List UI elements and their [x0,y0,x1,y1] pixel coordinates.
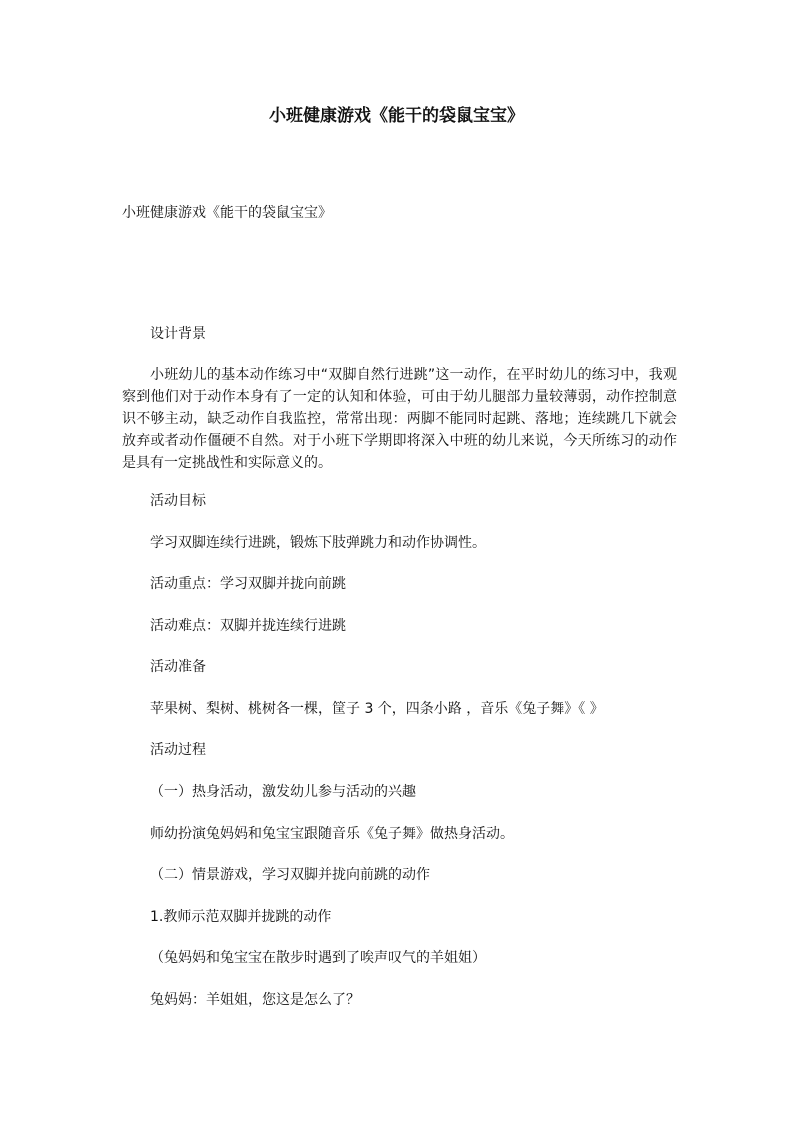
background-heading: 设计背景 [150,326,206,342]
prep-heading: 活动准备 [150,659,206,675]
step2-heading: （二）情景游戏，学习双脚并拢向前跳的动作 [150,867,430,883]
step2-item1: 1.教师示范双脚并拢跳的动作 [150,909,332,925]
step2-scene: （兔妈妈和兔宝宝在散步时遇到了唉声叹气的羊姐姐） [150,950,486,966]
goal-heading: 活动目标 [150,493,206,509]
document-title: 小班健康游戏《能干的袋鼠宝宝》 [269,106,524,126]
step1-heading: （一）热身活动，激发幼儿参与活动的兴趣 [150,784,416,800]
prep-text: 苹果树、梨树、桃树各一棵，筐子 3 个，四条小路 ，音乐《兔子舞》《 》 [150,701,604,717]
key-point-text: 活动重点：学习双脚并拢向前跳 [150,576,346,592]
process-heading: 活动过程 [150,742,206,758]
difficulty-text: 活动难点：双脚并拢连续行进跳 [150,618,346,634]
document-subtitle: 小班健康游戏《能干的袋鼠宝宝》 [122,205,332,221]
step1-text: 师幼扮演兔妈妈和兔宝宝跟随音乐《兔子舞》做热身活动。 [150,826,514,842]
dialogue-line-1: 兔妈妈：羊姐姐，您这是怎么了？ [150,992,360,1008]
goal-text: 学习双脚连续行进跳，锻炼下肢弹跳力和动作协调性。 [150,535,486,551]
background-paragraph: 小班幼儿的基本动作练习中“双脚自然行进跳”这一动作，在平时幼儿的练习中，我观察到他们对于动作本身有了一定的认知和体验，可由于幼儿腿部力量较薄弱，动作控制意识不够主动，缺乏动作自我监控，常常出现：两脚不能同时起跳、落地；连续跳几下就会放弃或者动作僵硬不自然。对于小班下学期即将深入中班的幼儿来说，今天所练习的动作是具有一定挑战性和实际意义的。 [122,367,677,471]
